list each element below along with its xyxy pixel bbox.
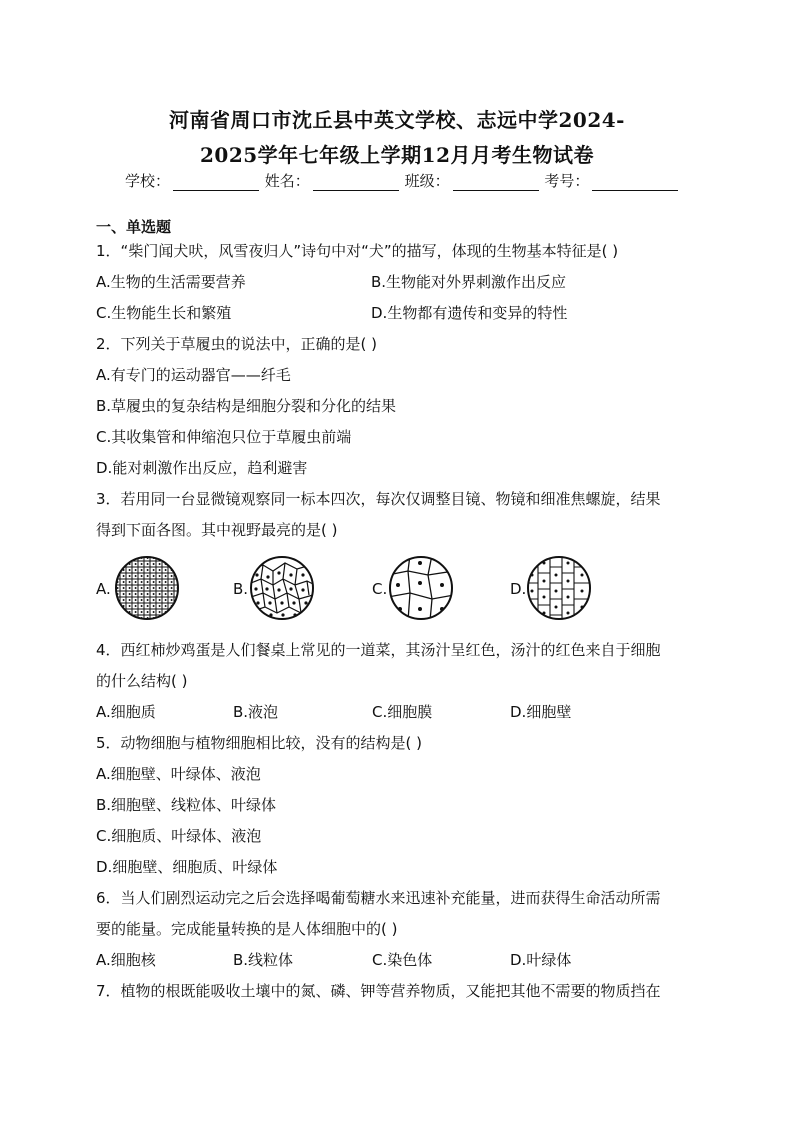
cell-nucleus [129, 605, 131, 607]
cell-nucleus [171, 575, 173, 577]
q3-option-b[interactable]: B. [233, 580, 249, 598]
microscope-view-c[interactable] [388, 555, 454, 621]
cell-nucleus [153, 611, 155, 613]
cell-nucleus [117, 569, 119, 571]
cell-nucleus [135, 605, 137, 607]
microscope-view-b[interactable] [249, 555, 315, 621]
q2-stem: 2．下列关于草履虫的说法中，正确的是( ) [96, 335, 378, 353]
microscope-view-d[interactable] [526, 555, 592, 621]
cell-nucleus [159, 581, 161, 583]
cell-nucleus [147, 563, 149, 565]
q4-stem-line-1: 4．西红柿炒鸡蛋是人们餐桌上常见的一道菜，其汤汁呈红色，汤汁的红色来自于细胞 [96, 641, 661, 659]
cell-nucleus [123, 575, 125, 577]
cell-nucleus [117, 557, 119, 559]
q6-option-d[interactable]: D.叶绿体 [510, 951, 572, 969]
q7-stem: 7．植物的根既能吸收土壤中的氮、磷、钾等营养物质，又能把其他不需要的物质挡在 [96, 982, 661, 1000]
cell-nucleus [141, 611, 143, 613]
exam-title-line-2: 2025学年七年级上学期12月月考生物试卷 [200, 143, 594, 167]
q6-stem-line-2: 要的能量。完成能量转换的是人体细胞中的( ) [96, 920, 398, 938]
cell-nucleus [165, 617, 167, 619]
cell-nucleus [171, 581, 173, 583]
cell-nucleus [141, 575, 143, 577]
name-label: 姓名： [264, 172, 310, 190]
cell-nucleus [159, 611, 161, 613]
q5-stem: 5．动物细胞与植物细胞相比较，没有的结构是( ) [96, 734, 423, 752]
q5-option-b[interactable]: B.细胞壁、线粒体、叶绿体 [96, 796, 277, 814]
cell-nucleus [147, 575, 149, 577]
cell-nucleus [177, 563, 179, 565]
cell-nucleus [159, 605, 161, 607]
cell-nucleus [159, 575, 161, 577]
q6-stem-line-1: 6．当人们剧烈运动完之后会选择喝葡萄糖水来迅速补充能量，进而获得生命活动所需 [96, 889, 661, 907]
cell-nucleus [135, 575, 137, 577]
cell-nucleus [141, 581, 143, 583]
cell-nucleus [177, 617, 179, 619]
cell-nucleus [117, 617, 119, 619]
q1-option-c[interactable]: C.生物能生长和繁殖 [96, 304, 232, 322]
cell-nucleus [123, 593, 125, 595]
cell-nucleus [171, 617, 173, 619]
cell-nucleus [147, 587, 149, 589]
cell-nucleus [171, 557, 173, 559]
school-blank[interactable] [173, 176, 259, 191]
cell-nucleus [141, 569, 143, 571]
class-label: 班级： [404, 172, 450, 190]
cell-nucleus [165, 581, 167, 583]
q4-option-d[interactable]: D.细胞壁 [510, 703, 572, 721]
cell-nucleus [135, 569, 137, 571]
cell-nucleus [165, 587, 167, 589]
cell-nucleus [159, 569, 161, 571]
cell-nucleus [171, 611, 173, 613]
cell-nucleus [147, 605, 149, 607]
cell-nucleus [117, 563, 119, 565]
cell-nucleus [141, 593, 143, 595]
cell-nucleus [159, 563, 161, 565]
exam-number-label: 考号： [544, 172, 590, 190]
cell-nucleus [147, 593, 149, 595]
cell-nucleus [129, 569, 131, 571]
cell-nucleus [171, 599, 173, 601]
cell-nucleus [165, 599, 167, 601]
cell-nucleus [129, 581, 131, 583]
q3-option-c[interactable]: C. [372, 580, 388, 598]
q2-option-a[interactable]: A.有专门的运动器官——纤毛 [96, 366, 291, 384]
cell-nucleus [153, 563, 155, 565]
cell-nucleus [141, 587, 143, 589]
q1-option-a[interactable]: A.生物的生活需要营养 [96, 273, 246, 291]
q3-stem-line-1: 3．若用同一台显微镜观察同一标本四次，每次仅调整目镜、物镜和细准焦螺旋，结果 [96, 490, 661, 508]
q1-option-b[interactable]: B.生物能对外界刺激作出反应 [371, 273, 567, 291]
cell-nucleus [141, 605, 143, 607]
q2-option-d[interactable]: D.能对刺激作出反应，趋利避害 [96, 459, 308, 477]
q6-option-b[interactable]: B.线粒体 [233, 951, 294, 969]
cell-nucleus [171, 587, 173, 589]
cell-nucleus [129, 599, 131, 601]
q4-option-a[interactable]: A.细胞质 [96, 703, 156, 721]
q1-option-d[interactable]: D.生物都有遗传和变异的特性 [371, 304, 568, 322]
cell-nucleus [117, 605, 119, 607]
cell-nucleus [135, 581, 137, 583]
q3-option-d[interactable]: D. [510, 580, 527, 598]
cell-nucleus [177, 611, 179, 613]
q4-stem-line-2: 的什么结构( ) [96, 672, 188, 690]
cell-nucleus [159, 593, 161, 595]
cell-nucleus [147, 581, 149, 583]
cell-nucleus [177, 605, 179, 607]
class-blank[interactable] [453, 176, 539, 191]
q5-option-d[interactable]: D.细胞壁、细胞质、叶绿体 [96, 858, 278, 876]
cell-nucleus [135, 587, 137, 589]
cell-nucleus [135, 593, 137, 595]
cell-nucleus [159, 599, 161, 601]
cell-nucleus [129, 587, 131, 589]
cell-nucleus [123, 617, 125, 619]
cell-nucleus [153, 575, 155, 577]
cell-nucleus [135, 611, 137, 613]
cell-nucleus [123, 581, 125, 583]
cell-nucleus [165, 605, 167, 607]
cell-nucleus [147, 569, 149, 571]
cell-nucleus [147, 611, 149, 613]
cell-nucleus [117, 611, 119, 613]
cell-nucleus [165, 557, 167, 559]
cell-nucleus [153, 587, 155, 589]
cell-nucleus [171, 563, 173, 565]
cell-nucleus [165, 575, 167, 577]
q3-stem-line-2: 得到下面各图。其中视野最亮的是( ) [96, 521, 338, 539]
exam-number-blank[interactable] [592, 176, 678, 191]
section-title: 一、单选题 [96, 218, 172, 236]
cell-nucleus [177, 569, 179, 571]
q1-stem: 1．“柴门闻犬吠，风雪夜归人”诗句中对“犬”的描写，体现的生物基本特征是( ) [96, 242, 619, 260]
cell-nucleus [153, 581, 155, 583]
microscope-view-a[interactable] [114, 555, 180, 621]
cell-nucleus [159, 587, 161, 589]
cell-nucleus [165, 569, 167, 571]
student-info-row [125, 170, 679, 191]
cell-nucleus [153, 569, 155, 571]
cell-nucleus [153, 605, 155, 607]
cell-nucleus [129, 575, 131, 577]
cell-nucleus [123, 557, 125, 559]
q5-option-c[interactable]: C.细胞质、叶绿体、液泡 [96, 827, 262, 845]
q3-option-a[interactable]: A. [96, 580, 111, 598]
cell-nucleus [141, 563, 143, 565]
q6-option-a[interactable]: A.细胞核 [96, 951, 156, 969]
q2-option-c[interactable]: C.其收集管和伸缩泡只位于草履虫前端 [96, 428, 352, 446]
cell-nucleus [177, 557, 179, 559]
cell-nucleus [123, 611, 125, 613]
cell-nucleus [153, 599, 155, 601]
cell-nucleus [171, 593, 173, 595]
cell-nucleus [135, 563, 137, 565]
school-label: 学校： [125, 172, 171, 190]
cell-nucleus [147, 599, 149, 601]
cell-nucleus [165, 593, 167, 595]
exam-title-line-1: 河南省周口市沈丘县中英文学校、志远中学2024- [169, 108, 625, 132]
cell-nucleus [129, 617, 131, 619]
cell-nucleus [129, 557, 131, 559]
q2-option-b[interactable]: B.草履虫的复杂结构是细胞分裂和分化的结果 [96, 397, 397, 415]
name-blank[interactable] [313, 176, 399, 191]
cell-nucleus [123, 599, 125, 601]
q5-option-a[interactable]: A.细胞壁、叶绿体、液泡 [96, 765, 261, 783]
cell-nucleus [141, 599, 143, 601]
q4-option-c[interactable]: C.细胞膜 [372, 703, 433, 721]
cell-nucleus [129, 593, 131, 595]
cell-nucleus [135, 599, 137, 601]
q6-option-c[interactable]: C.染色体 [372, 951, 433, 969]
cell-nucleus [153, 593, 155, 595]
cell-nucleus [123, 587, 125, 589]
cell-nucleus [123, 563, 125, 565]
q4-option-b[interactable]: B.液泡 [233, 703, 279, 721]
